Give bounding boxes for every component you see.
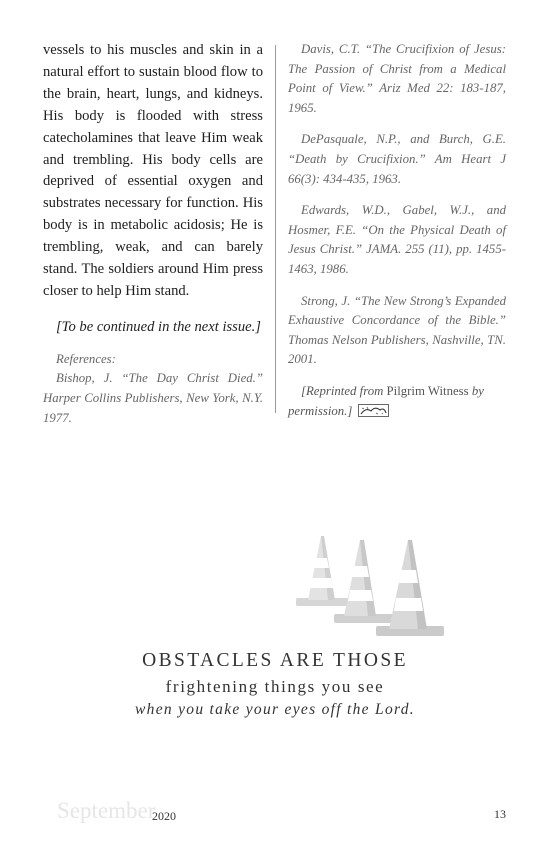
- quote-line-3: when you take your eyes off the Lord.: [135, 701, 415, 718]
- footer-year: 2020: [152, 809, 176, 823]
- right-column: [288, 40, 506, 421]
- traffic-cones-illustration: [290, 530, 460, 645]
- cone-icon: [308, 536, 335, 600]
- references-heading: References:: [56, 351, 116, 366]
- reference-item: Davis, C.T. “The Crucifixion of Jesus: The Passion of Christ from a Medical Point of View.” Ariz Med 22: 183-187, 1965.: [288, 42, 506, 115]
- quote-line-2: frightening things you see: [165, 677, 385, 696]
- reference-item: DePasquale, N.P., and Burch, G.E. “Death by Crucifixion.” Am Heart J 66(3): 434-435, 1963.: [288, 132, 506, 186]
- reprint-prefix: [Reprinted from: [301, 383, 387, 398]
- cone-icon: [344, 540, 376, 616]
- cone-icon: [389, 540, 427, 629]
- reference-item: Bishop, J. “The Day Christ Died.” Harper Collins Publishers, New York, N.Y. 1977.: [43, 371, 263, 425]
- page-number: 13: [494, 807, 506, 821]
- reference-item: Edwards, W.D., Gabel, W.J., and Hosmer, F.E. “On the Physical Death of Jesus Christ.” JAMA. 255 (11), pp. 1455-1463, 1986.: [288, 203, 506, 276]
- quote-line-1: OBSTACLES ARE THOSE: [142, 650, 408, 671]
- column-divider: [275, 45, 276, 413]
- left-column: [43, 40, 263, 428]
- reprint-note: [288, 382, 506, 421]
- reprint-suffix: by permission.]: [288, 383, 484, 418]
- end-mark-icon: [358, 404, 389, 417]
- article-body: vessels to his muscles and skin in a natural effort to sustain blood flow to the brain, heart, lungs, and kidneys. His body is flooded with stress catecholamines that leave Him weak and trembling. His body cells are deprived of essential oxygen and substrates necessary for function. His body is in metabolic acidosis; He is trembling, weak, and can barely stand. The soldiers around Him press closer to help Him stand.: [43, 42, 263, 299]
- footer-month: September: [57, 798, 156, 823]
- continued-note: [To be continued in the next issue.]: [56, 318, 261, 335]
- reference-item: Strong, J. “The New Strong’s Expanded Exhaustive Concordance of the Bible.” Thomas Nelson Publishers, Nashville, TN. 2001.: [288, 293, 506, 367]
- reprint-source: Pilgrim Witness: [386, 383, 469, 398]
